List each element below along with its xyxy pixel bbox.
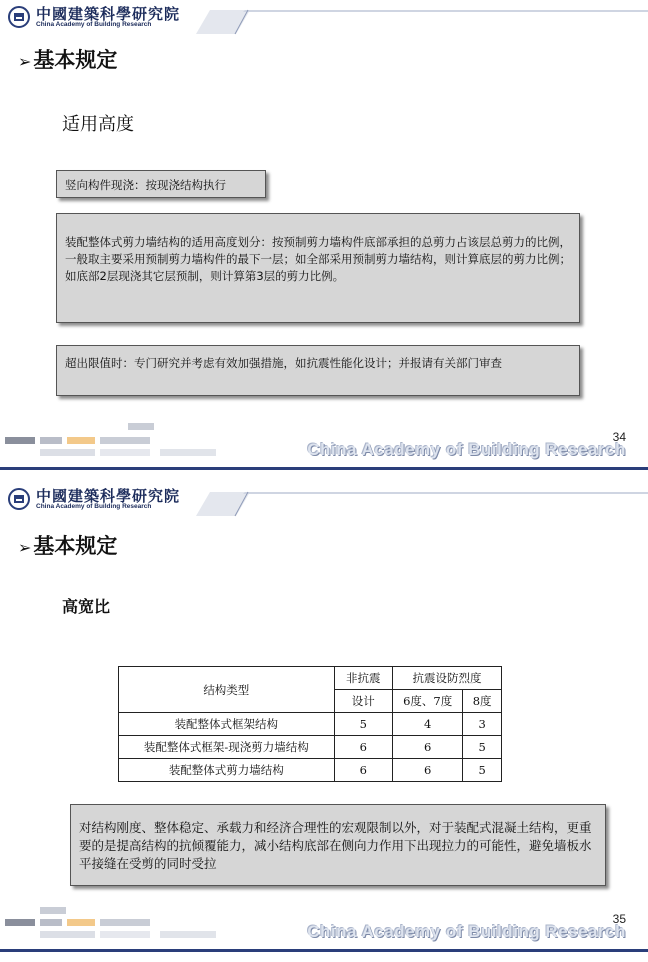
table-cell: 6 — [334, 736, 392, 759]
footer-watermark: China Academy of Building Research — [307, 440, 626, 459]
footer-deco-bar — [100, 437, 150, 444]
footer-deco-bar — [67, 437, 95, 444]
academy-logo-icon — [8, 488, 30, 510]
page-number: 35 — [612, 912, 626, 926]
footer-deco-bar — [160, 449, 216, 456]
footer-deco-bar — [160, 931, 216, 938]
slide-title-text: 基本规定 — [33, 534, 118, 558]
table-cell: 6 — [392, 759, 462, 782]
arrow-bullet-icon: ➢ — [18, 52, 32, 71]
table-header-cell: 设计 — [334, 690, 392, 713]
org-name-cn: 中國建築科學研究院 — [36, 5, 181, 23]
footer-deco-bar — [40, 437, 62, 444]
slide-35 — [0, 482, 648, 962]
section-subtitle: 高宽比 — [62, 597, 111, 616]
footer-watermark: China Academy of Building Research — [307, 922, 626, 941]
table-cell: 装配整体式剪力墙结构 — [119, 759, 335, 782]
table-header-cell: 8度 — [463, 690, 502, 713]
academy-logo-icon — [8, 6, 30, 28]
org-name-en: China Academy of Building Research — [36, 503, 152, 510]
footer-deco-bar — [100, 919, 150, 926]
footer-line — [0, 467, 648, 470]
slide-title — [18, 44, 117, 74]
arrow-bullet-icon: ➢ — [18, 538, 32, 557]
table-cell: 5 — [463, 759, 502, 782]
note-box-vertical-members: 竖向构件现浇：按现浇结构执行 — [56, 170, 266, 198]
table-row — [119, 759, 502, 782]
table-cell: 装配整体式框架结构 — [119, 713, 335, 736]
footer-deco-bar — [67, 919, 95, 926]
footer-deco-bar — [40, 907, 66, 914]
table-cell: 6 — [392, 736, 462, 759]
table-cell: 5 — [463, 736, 502, 759]
footer-deco-bar — [5, 919, 35, 926]
note-box-macro-limit: 对结构刚度、整体稳定、承载力和经济合理性的宏观限制以外，对于装配式混凝土结构，更重要的是提高结构的抗倾覆能力，减小结构底部在侧向力作用下出现拉力的可能性，避免墙板水平接缝在受剪的同时受拉 — [70, 804, 606, 886]
footer-deco-bar — [40, 919, 62, 926]
table-cell: 装配整体式框架-现浇剪力墙结构 — [119, 736, 335, 759]
table-header-cell: 非抗震 — [334, 667, 392, 690]
note-box-exceed-limit: 超出限值时：专门研究并考虑有效加强措施，如抗震性能化设计；并报请有关部门审查 — [56, 345, 580, 396]
height-width-ratio-table — [118, 666, 502, 782]
org-name-en: China Academy of Building Research — [36, 21, 152, 28]
footer-line — [0, 949, 648, 952]
footer-deco-bar — [40, 449, 95, 456]
footer-deco-bar — [5, 437, 35, 444]
table-header-cell: 6度、7度 — [392, 690, 462, 713]
slide-title — [18, 530, 117, 560]
note-box-height-division: 装配整体式剪力墙结构的适用高度划分：按预制剪力墙构件底部承担的总剪力占该层总剪力的比例，一般取主要采用预制剪力墙构件的最下一层；如全部采用预制剪力墙结构，则计算底层的剪力比例；如底部2层现浇其它层预制，则计算第3层的剪力比例。 — [56, 213, 580, 323]
table-row — [119, 713, 502, 736]
table-cell: 3 — [463, 713, 502, 736]
table-cell: 6 — [334, 759, 392, 782]
table-header-row — [119, 667, 502, 690]
table-cell: 4 — [392, 713, 462, 736]
footer-deco-bar — [128, 423, 154, 430]
table-header-cell: 结构类型 — [119, 667, 335, 713]
footer-deco-bar — [100, 931, 150, 938]
footer-deco-bar — [40, 931, 95, 938]
slide-title-text: 基本规定 — [33, 48, 118, 72]
table-header-cell: 抗震设防烈度 — [392, 667, 501, 690]
section-subtitle: 适用高度 — [62, 114, 134, 135]
org-name-cn: 中國建築科學研究院 — [36, 487, 181, 505]
table-row — [119, 736, 502, 759]
footer-deco-bar — [100, 449, 150, 456]
page-number: 34 — [612, 430, 626, 444]
slide-34 — [0, 0, 648, 480]
table-cell: 5 — [334, 713, 392, 736]
